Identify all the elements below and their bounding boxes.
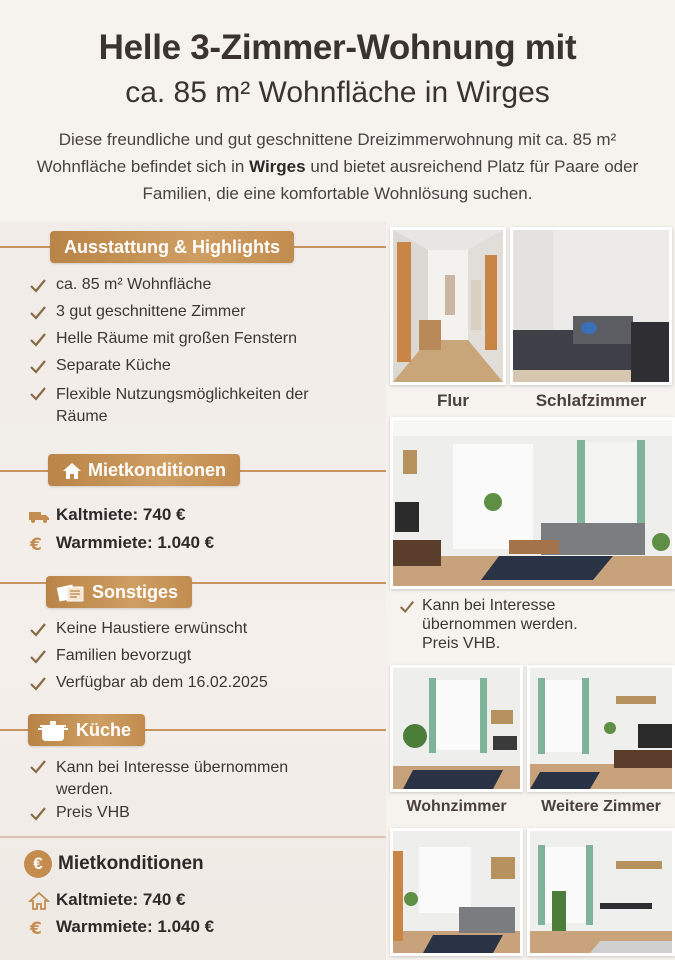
- list-item-label: Verfügbar ab dem 16.02.2025: [56, 674, 268, 691]
- photo-flur: [390, 227, 506, 385]
- list-item-label: Preis VHB: [56, 804, 130, 821]
- check-icon: [28, 647, 48, 667]
- list-item-label: Kann bei Interesse übernommen werden.: [56, 759, 289, 798]
- warmmiete-row: [28, 533, 214, 553]
- list-item: [28, 674, 368, 692]
- kaltmiete-row: [28, 505, 185, 525]
- living-room-illustration: [393, 420, 672, 586]
- list-item: [28, 647, 368, 665]
- list-item: [28, 330, 368, 348]
- caption-flur: Flur: [436, 391, 470, 410]
- note-line-3: Preis VHB.: [422, 635, 501, 652]
- check-icon: [28, 276, 48, 296]
- caption-schlafzimmer: Schlafzimmer: [535, 391, 647, 410]
- list-item-label: Helle Räume mit großen Fenstern: [56, 330, 297, 347]
- warmmiete2-row: [28, 917, 214, 937]
- intro-location: Wirges: [249, 157, 306, 176]
- mietkonditionen2-title: Mietkonditionen: [58, 853, 204, 875]
- note-block: [398, 596, 668, 653]
- house-icon: [62, 462, 82, 480]
- warmmiete-value: Warmmiete: 1.040 €: [56, 533, 215, 552]
- euro-icon: [28, 535, 50, 553]
- caption-weitere-zimmer: Weitere Zimmer: [541, 798, 661, 815]
- documents-icon: [56, 582, 86, 604]
- check-icon: [28, 620, 48, 640]
- mietkonditionen2-heading: [24, 850, 204, 878]
- bedroom-illustration: [513, 230, 669, 382]
- kueche-title: Küche: [76, 720, 132, 740]
- check-icon: [28, 674, 48, 694]
- intro-text: [20, 126, 655, 207]
- list-item-label: Keine Haustiere erwünscht: [56, 620, 248, 637]
- page-title-line-1: Helle 3-Zimmer-Wohnung mit: [98, 28, 577, 67]
- list-item: [28, 804, 348, 822]
- desk-room-illustration: [530, 831, 672, 953]
- kueche-list: [28, 757, 348, 822]
- svg-text:€: €: [30, 534, 42, 553]
- warmmiete2-value: Warmmiete: 1.040 €: [56, 917, 215, 936]
- euro-icon: [28, 919, 50, 937]
- sonstiges-badge: [46, 576, 192, 608]
- list-item-label: Familien bevorzugt: [56, 647, 192, 664]
- list-item: [28, 303, 368, 321]
- check-icon: [28, 357, 48, 377]
- intro-part-1: Diese freundliche und gut geschnittene Dreizimmerwohnung mit ca. 85 m² Wohnfläche befindet sich in: [36, 130, 617, 176]
- note-line-2: übernommen werden.: [422, 616, 578, 633]
- check-icon: [398, 598, 416, 616]
- note-line-1: Kann bei Interesse: [422, 597, 556, 614]
- list-item: [28, 357, 368, 375]
- kaltmiete-value: Kaltmiete: 740 €: [56, 505, 186, 524]
- list-item-label: Flexible Nutzungsmöglichkeiten der Räume: [56, 386, 309, 425]
- list-item: [28, 757, 348, 801]
- list-item-label: ca. 85 m² Wohnfläche: [56, 276, 212, 293]
- list-item-label: Separate Küche: [56, 357, 171, 374]
- check-icon: [28, 303, 48, 323]
- photo-wohnzimmer: [390, 665, 523, 792]
- ausstattung-list: [28, 276, 368, 428]
- photo-bottom-left: [390, 828, 523, 956]
- sonstiges-title: Sonstiges: [92, 582, 179, 602]
- list-item-label: 3 gut geschnittene Zimmer: [56, 303, 246, 320]
- list-item: [28, 276, 368, 294]
- list-item: [28, 384, 348, 428]
- photo-schlafzimmer: [510, 227, 672, 385]
- photo-bottom-right: [527, 828, 675, 956]
- euro-coin-icon: €: [24, 850, 52, 878]
- sonstiges-list: [28, 620, 368, 692]
- photo-weitere-zimmer: [527, 665, 675, 792]
- check-icon: [28, 757, 48, 777]
- kaltmiete2-value: Kaltmiete: 740 €: [56, 890, 186, 909]
- check-icon: [28, 330, 48, 350]
- intro-part-2: und bietet ausreichend Platz für Paare oder Familien, die eine komfortable Wohnlösung suchen.: [142, 157, 639, 203]
- sofa-room-illustration: [393, 831, 520, 953]
- cooking-pot-icon: [36, 719, 70, 743]
- ausstattung-title: Ausstattung & Highlights: [64, 237, 280, 257]
- truck-icon: [28, 508, 50, 524]
- kaltmiete2-row: [28, 890, 185, 910]
- ausstattung-badge: [50, 231, 294, 263]
- mietkonditionen-badge: [48, 454, 240, 486]
- divider-mietkonditionen-2: [0, 836, 386, 838]
- house-icon: [28, 892, 50, 910]
- check-icon: [28, 804, 48, 824]
- page-title-line-2: ca. 85 m² Wohnfläche in Wirges: [125, 76, 550, 109]
- list-item: [28, 620, 368, 638]
- living-room-2-illustration: [393, 668, 520, 789]
- check-icon: [28, 384, 48, 404]
- room-illustration: [530, 668, 672, 789]
- svg-text:€: €: [30, 918, 42, 937]
- kueche-badge: [28, 714, 145, 746]
- caption-wohnzimmer: Wohnzimmer: [406, 798, 507, 815]
- hallway-illustration: [393, 230, 503, 382]
- photo-wohnzimmer-large: [390, 417, 675, 589]
- mietkonditionen-title: Mietkonditionen: [88, 460, 226, 480]
